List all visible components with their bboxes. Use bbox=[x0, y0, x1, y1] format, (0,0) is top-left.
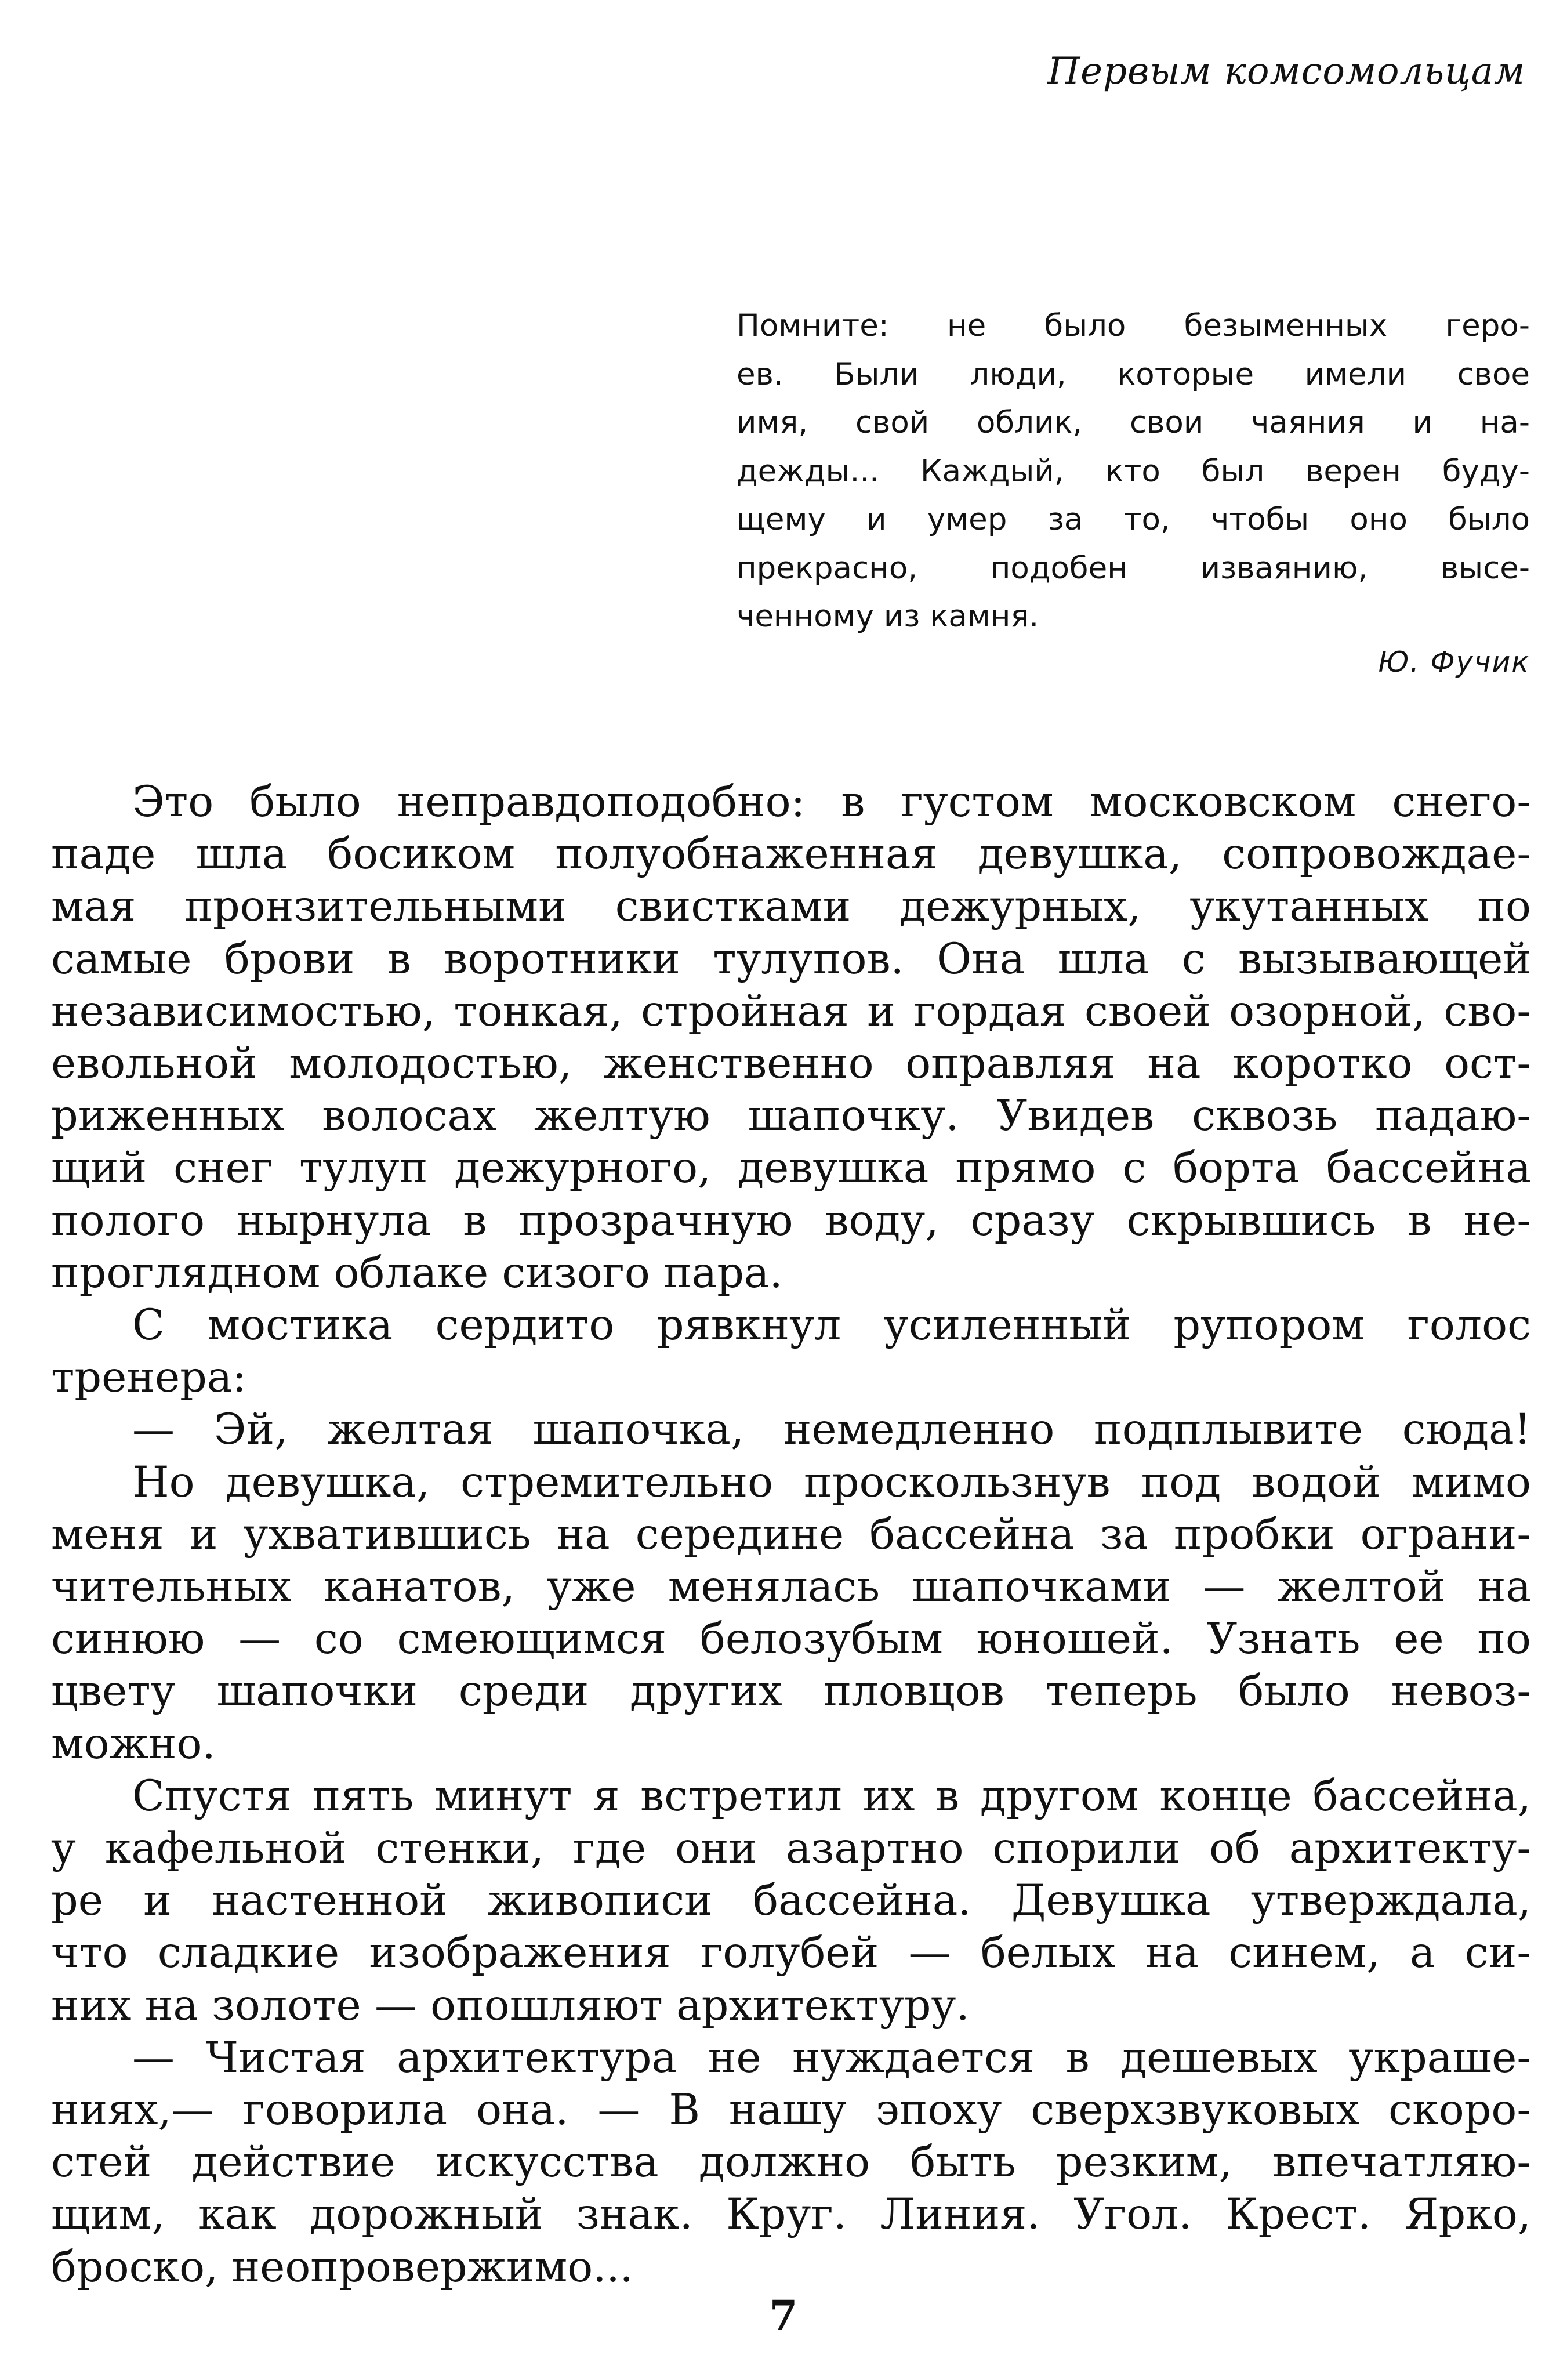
epigraph-author: Ю. Фучик bbox=[1378, 645, 1530, 679]
text-line: меня и ухватившись на середине бассейна за пробки ограни- bbox=[51, 1509, 1531, 1559]
text-line: них на золоте — опошляют архитектуру. bbox=[51, 1980, 970, 2030]
text-line: полого нырнула в прозрачную воду, сразу скрывшись в не- bbox=[51, 1196, 1531, 1245]
epigraph-line: щему и умер за то, чтобы оно было bbox=[737, 502, 1530, 537]
text-line: Спустя пять минут я встретил их в другом конце бассейна, bbox=[132, 1771, 1531, 1821]
text-line: ре и настенной живописи бассейна. Девушка утверждала, bbox=[51, 1876, 1531, 1926]
text-line: щий снег тулуп дежурного, девушка прямо с борта бассейна bbox=[51, 1143, 1531, 1193]
text-line: С мостика сердито рявкнул усиленный рупором голос bbox=[132, 1301, 1531, 1350]
text-line: — Эй, желтая шапочка, немедленно подплывите сюда! bbox=[132, 1405, 1531, 1455]
text-line: Это было неправдоподобно: в густом московском снего- bbox=[132, 777, 1531, 827]
text-line: синюю — со смеющимся белозубым юношей. Узнать ее по bbox=[51, 1614, 1531, 1664]
epigraph-line: ев. Были люди, которые имели свое bbox=[737, 356, 1530, 392]
text-line: — Чистая архитектура не нуждается в дешевых украше- bbox=[132, 2033, 1531, 2082]
epigraph bbox=[737, 302, 1530, 679]
text-line: чительных канатов, уже менялась шапочками — желтой на bbox=[51, 1562, 1531, 1612]
text-line: паде шла босиком полуобнаженная девушка, сопровождае- bbox=[51, 829, 1531, 879]
epigraph-line: дежды... Каждый, кто был верен буду- bbox=[737, 453, 1530, 489]
text-line: у кафельной стенки, где они азартно спорили об архитекту- bbox=[51, 1824, 1531, 1874]
dedication: Первым комсомольцам bbox=[1047, 50, 1525, 93]
text-line: можно. bbox=[51, 1719, 216, 1769]
text-line: мая пронзительными свистками дежурных, укутанных по bbox=[51, 882, 1531, 932]
text-line: тренера: bbox=[51, 1353, 247, 1403]
epigraph-line: Помните: не было безыменных геро- bbox=[737, 308, 1530, 343]
text-line: стей действие искусства должно быть резким, впечатляю- bbox=[51, 2138, 1531, 2187]
text-line: евольной молодостью, женственно оправляя на коротко ост- bbox=[51, 1039, 1531, 1089]
text-line: самые брови в воротники тулупов. Она шла с вызывающей bbox=[51, 934, 1531, 984]
text-line: независимостью, тонкая, стройная и гордая своей озорной, сво- bbox=[51, 986, 1531, 1036]
text-line: ниях,— говорила она. — В нашу эпоху сверхзвуковых скоро- bbox=[51, 2085, 1531, 2135]
body-text bbox=[51, 776, 1531, 2294]
text-line: что сладкие изображения голубей — белых на синем, а си- bbox=[51, 1928, 1531, 1978]
text-line: щим, как дорожный знак. Круг. Линия. Угол. Крест. Ярко, bbox=[51, 2190, 1531, 2240]
epigraph-line: имя, свой облик, свои чаяния и на- bbox=[737, 405, 1530, 440]
text-line: риженных волосах желтую шапочку. Увидев сквозь падаю- bbox=[51, 1091, 1531, 1141]
text-line: цвету шапочки среди других пловцов теперь было невоз- bbox=[51, 1667, 1531, 1716]
epigraph-line: прекрасно, подобен изваянию, высе- bbox=[737, 550, 1530, 586]
epigraph-line: ченному из камня. bbox=[737, 599, 1039, 634]
text-line: проглядном облаке сизого пара. bbox=[51, 1248, 783, 1298]
text-line: Но девушка, стремительно проскользнув под водой мимо bbox=[132, 1457, 1531, 1507]
text-line: броско, неопровержимо... bbox=[51, 2242, 633, 2292]
page-number: 7 bbox=[769, 2291, 798, 2339]
